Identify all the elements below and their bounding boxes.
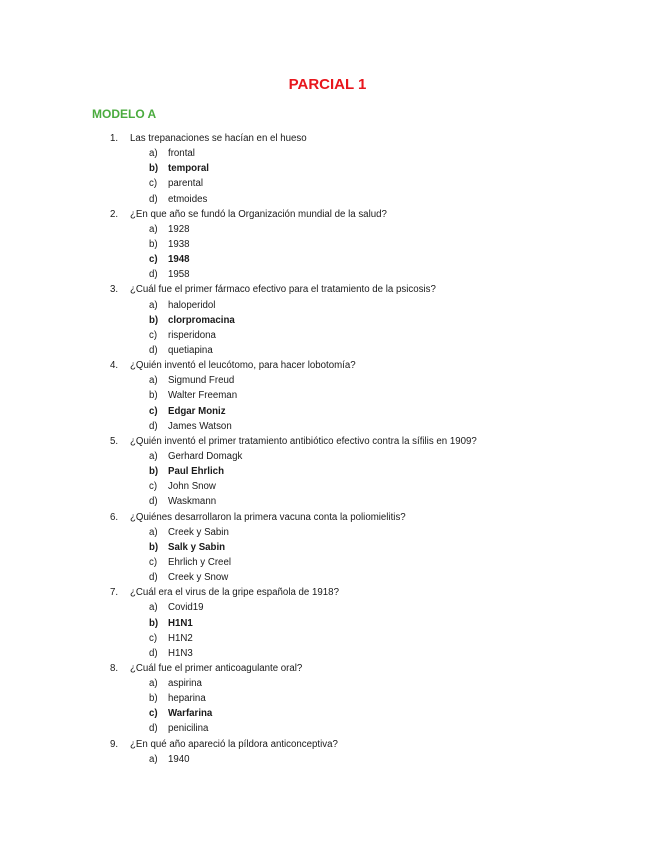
option-label: c) xyxy=(149,556,158,568)
option-item xyxy=(0,449,655,464)
question-item xyxy=(0,585,655,661)
option-label: c) xyxy=(149,178,158,190)
option-correct xyxy=(0,616,655,631)
question-item xyxy=(0,358,655,434)
option-text: H1N2 xyxy=(168,632,193,644)
option-correct xyxy=(0,404,655,419)
option-text: Salk y Sabin xyxy=(168,541,226,553)
option-label: a) xyxy=(149,753,158,765)
option-text: Creek y Snow xyxy=(168,572,229,584)
question-line xyxy=(0,207,655,222)
question-number: 5. xyxy=(110,435,119,447)
question-text: ¿Cuál fue el primer anticoagulante oral? xyxy=(130,662,303,674)
question-text: ¿Quiénes desarrollaron la primera vacuna conta la poliomielitis? xyxy=(130,511,406,523)
option-label: a) xyxy=(149,678,158,690)
option-label: d) xyxy=(149,647,158,659)
option-item xyxy=(0,646,655,661)
question-number: 3. xyxy=(110,284,119,296)
option-correct xyxy=(0,313,655,328)
option-item xyxy=(0,631,655,646)
option-text: 1928 xyxy=(168,223,190,235)
option-text: Paul Ehrlich xyxy=(168,466,224,478)
option-text: 1938 xyxy=(168,238,190,250)
option-text: heparina xyxy=(168,693,206,705)
option-item xyxy=(0,388,655,403)
option-item xyxy=(0,237,655,252)
option-item xyxy=(0,570,655,585)
question-line xyxy=(0,585,655,600)
question-item xyxy=(0,282,655,358)
question-item xyxy=(0,207,655,283)
option-label: b) xyxy=(149,390,158,402)
option-text: H1N1 xyxy=(168,617,193,629)
option-correct xyxy=(0,706,655,721)
option-label: d) xyxy=(149,572,158,584)
option-item xyxy=(0,146,655,161)
option-label: b) xyxy=(149,238,158,250)
option-item xyxy=(0,676,655,691)
option-item xyxy=(0,298,655,313)
option-text: haloperidol xyxy=(168,299,216,311)
option-label: a) xyxy=(149,148,158,160)
option-text: Warfarina xyxy=(168,708,213,720)
option-label: a) xyxy=(149,450,158,462)
question-item xyxy=(0,434,655,510)
option-item xyxy=(0,328,655,343)
option-item xyxy=(0,222,655,237)
option-label: b) xyxy=(149,617,159,629)
option-label: d) xyxy=(149,420,158,432)
option-correct xyxy=(0,252,655,267)
question-line xyxy=(0,434,655,449)
model-subtitle: MODELO A xyxy=(92,107,157,121)
option-item xyxy=(0,555,655,570)
option-item xyxy=(0,494,655,509)
question-text: ¿Cuál fue el primer fármaco efectivo para el tratamiento de la psicosis? xyxy=(130,284,436,296)
option-text: John Snow xyxy=(168,481,216,493)
option-item xyxy=(0,419,655,434)
option-item xyxy=(0,721,655,736)
option-text: penicilina xyxy=(168,723,209,735)
option-text: parental xyxy=(168,178,204,190)
option-correct xyxy=(0,464,655,479)
question-item xyxy=(0,737,655,767)
option-text: aspirina xyxy=(168,678,202,690)
question-line xyxy=(0,358,655,373)
question-text: ¿Quién inventó el primer tratamiento antibiótico efectivo contra la sífilis en 1909? xyxy=(130,435,477,447)
option-correct xyxy=(0,161,655,176)
option-label: c) xyxy=(149,632,158,644)
question-number: 6. xyxy=(110,511,119,523)
page-title: PARCIAL 1 xyxy=(288,76,367,93)
option-text: etmoides xyxy=(168,193,208,205)
option-text: Waskmann xyxy=(168,496,217,508)
option-text: Gerhard Domagk xyxy=(168,450,243,462)
option-label: c) xyxy=(149,708,158,720)
question-line xyxy=(0,282,655,297)
option-item xyxy=(0,525,655,540)
option-text: H1N3 xyxy=(168,647,193,659)
option-text: Creek y Sabin xyxy=(168,526,229,538)
option-label: a) xyxy=(149,223,158,235)
option-label: b) xyxy=(149,693,158,705)
question-number: 7. xyxy=(110,587,119,599)
option-label: c) xyxy=(149,329,158,341)
question-line xyxy=(0,661,655,676)
option-text: frontal xyxy=(168,148,195,160)
option-correct xyxy=(0,540,655,555)
option-item xyxy=(0,691,655,706)
option-item xyxy=(0,192,655,207)
option-label: b) xyxy=(149,466,159,478)
question-number: 2. xyxy=(110,208,119,220)
option-text: risperidona xyxy=(168,329,216,341)
option-text: Walter Freeman xyxy=(168,390,238,402)
option-item xyxy=(0,267,655,282)
option-label: a) xyxy=(149,526,158,538)
option-label: b) xyxy=(149,314,159,326)
question-line xyxy=(0,510,655,525)
option-item xyxy=(0,600,655,615)
option-text: clorpromacina xyxy=(168,314,235,326)
question-text: ¿En que año se fundó la Organización mundial de la salud? xyxy=(130,208,387,220)
option-text: James Watson xyxy=(168,420,232,432)
option-label: d) xyxy=(149,344,158,356)
option-label: a) xyxy=(149,375,158,387)
option-label: d) xyxy=(149,193,158,205)
option-text: quetiapina xyxy=(168,344,213,356)
question-item xyxy=(0,661,655,737)
question-text: ¿En qué año apareció la píldora anticonceptiva? xyxy=(130,738,338,750)
option-label: c) xyxy=(149,254,158,266)
question-text: Las trepanaciones se hacían en el hueso xyxy=(130,133,307,144)
option-label: b) xyxy=(149,541,159,553)
option-label: d) xyxy=(149,496,158,508)
option-label: d) xyxy=(149,723,158,735)
option-label: d) xyxy=(149,269,158,281)
question-line xyxy=(0,737,655,752)
question-number: 4. xyxy=(110,360,119,372)
option-text: Sigmund Freud xyxy=(168,375,235,387)
question-item xyxy=(0,131,655,207)
option-text: temporal xyxy=(168,163,209,175)
option-text: 1948 xyxy=(168,254,190,266)
question-text: ¿Cuál era el virus de la gripe española de 1918? xyxy=(130,587,339,599)
option-item xyxy=(0,176,655,191)
option-label: c) xyxy=(149,405,158,417)
option-label: a) xyxy=(149,299,158,311)
option-item xyxy=(0,373,655,388)
option-item xyxy=(0,479,655,494)
question-number: 8. xyxy=(110,662,119,674)
question-number: 9. xyxy=(110,738,119,750)
option-label: c) xyxy=(149,481,158,493)
question-text: ¿Quién inventó el leucótomo, para hacer lobotomía? xyxy=(130,360,356,372)
question-line xyxy=(0,131,655,146)
option-text: Edgar Moniz xyxy=(168,405,226,417)
option-label: b) xyxy=(149,163,159,175)
option-text: Ehrlich y Creel xyxy=(168,556,231,568)
question-number: 1. xyxy=(110,133,119,144)
option-item xyxy=(0,343,655,358)
option-item xyxy=(0,752,655,767)
option-label: a) xyxy=(149,602,158,614)
question-item xyxy=(0,510,655,586)
option-text: 1940 xyxy=(168,753,190,765)
option-text: 1958 xyxy=(168,269,190,281)
option-text: Covid19 xyxy=(168,602,204,614)
question-list xyxy=(0,131,655,767)
